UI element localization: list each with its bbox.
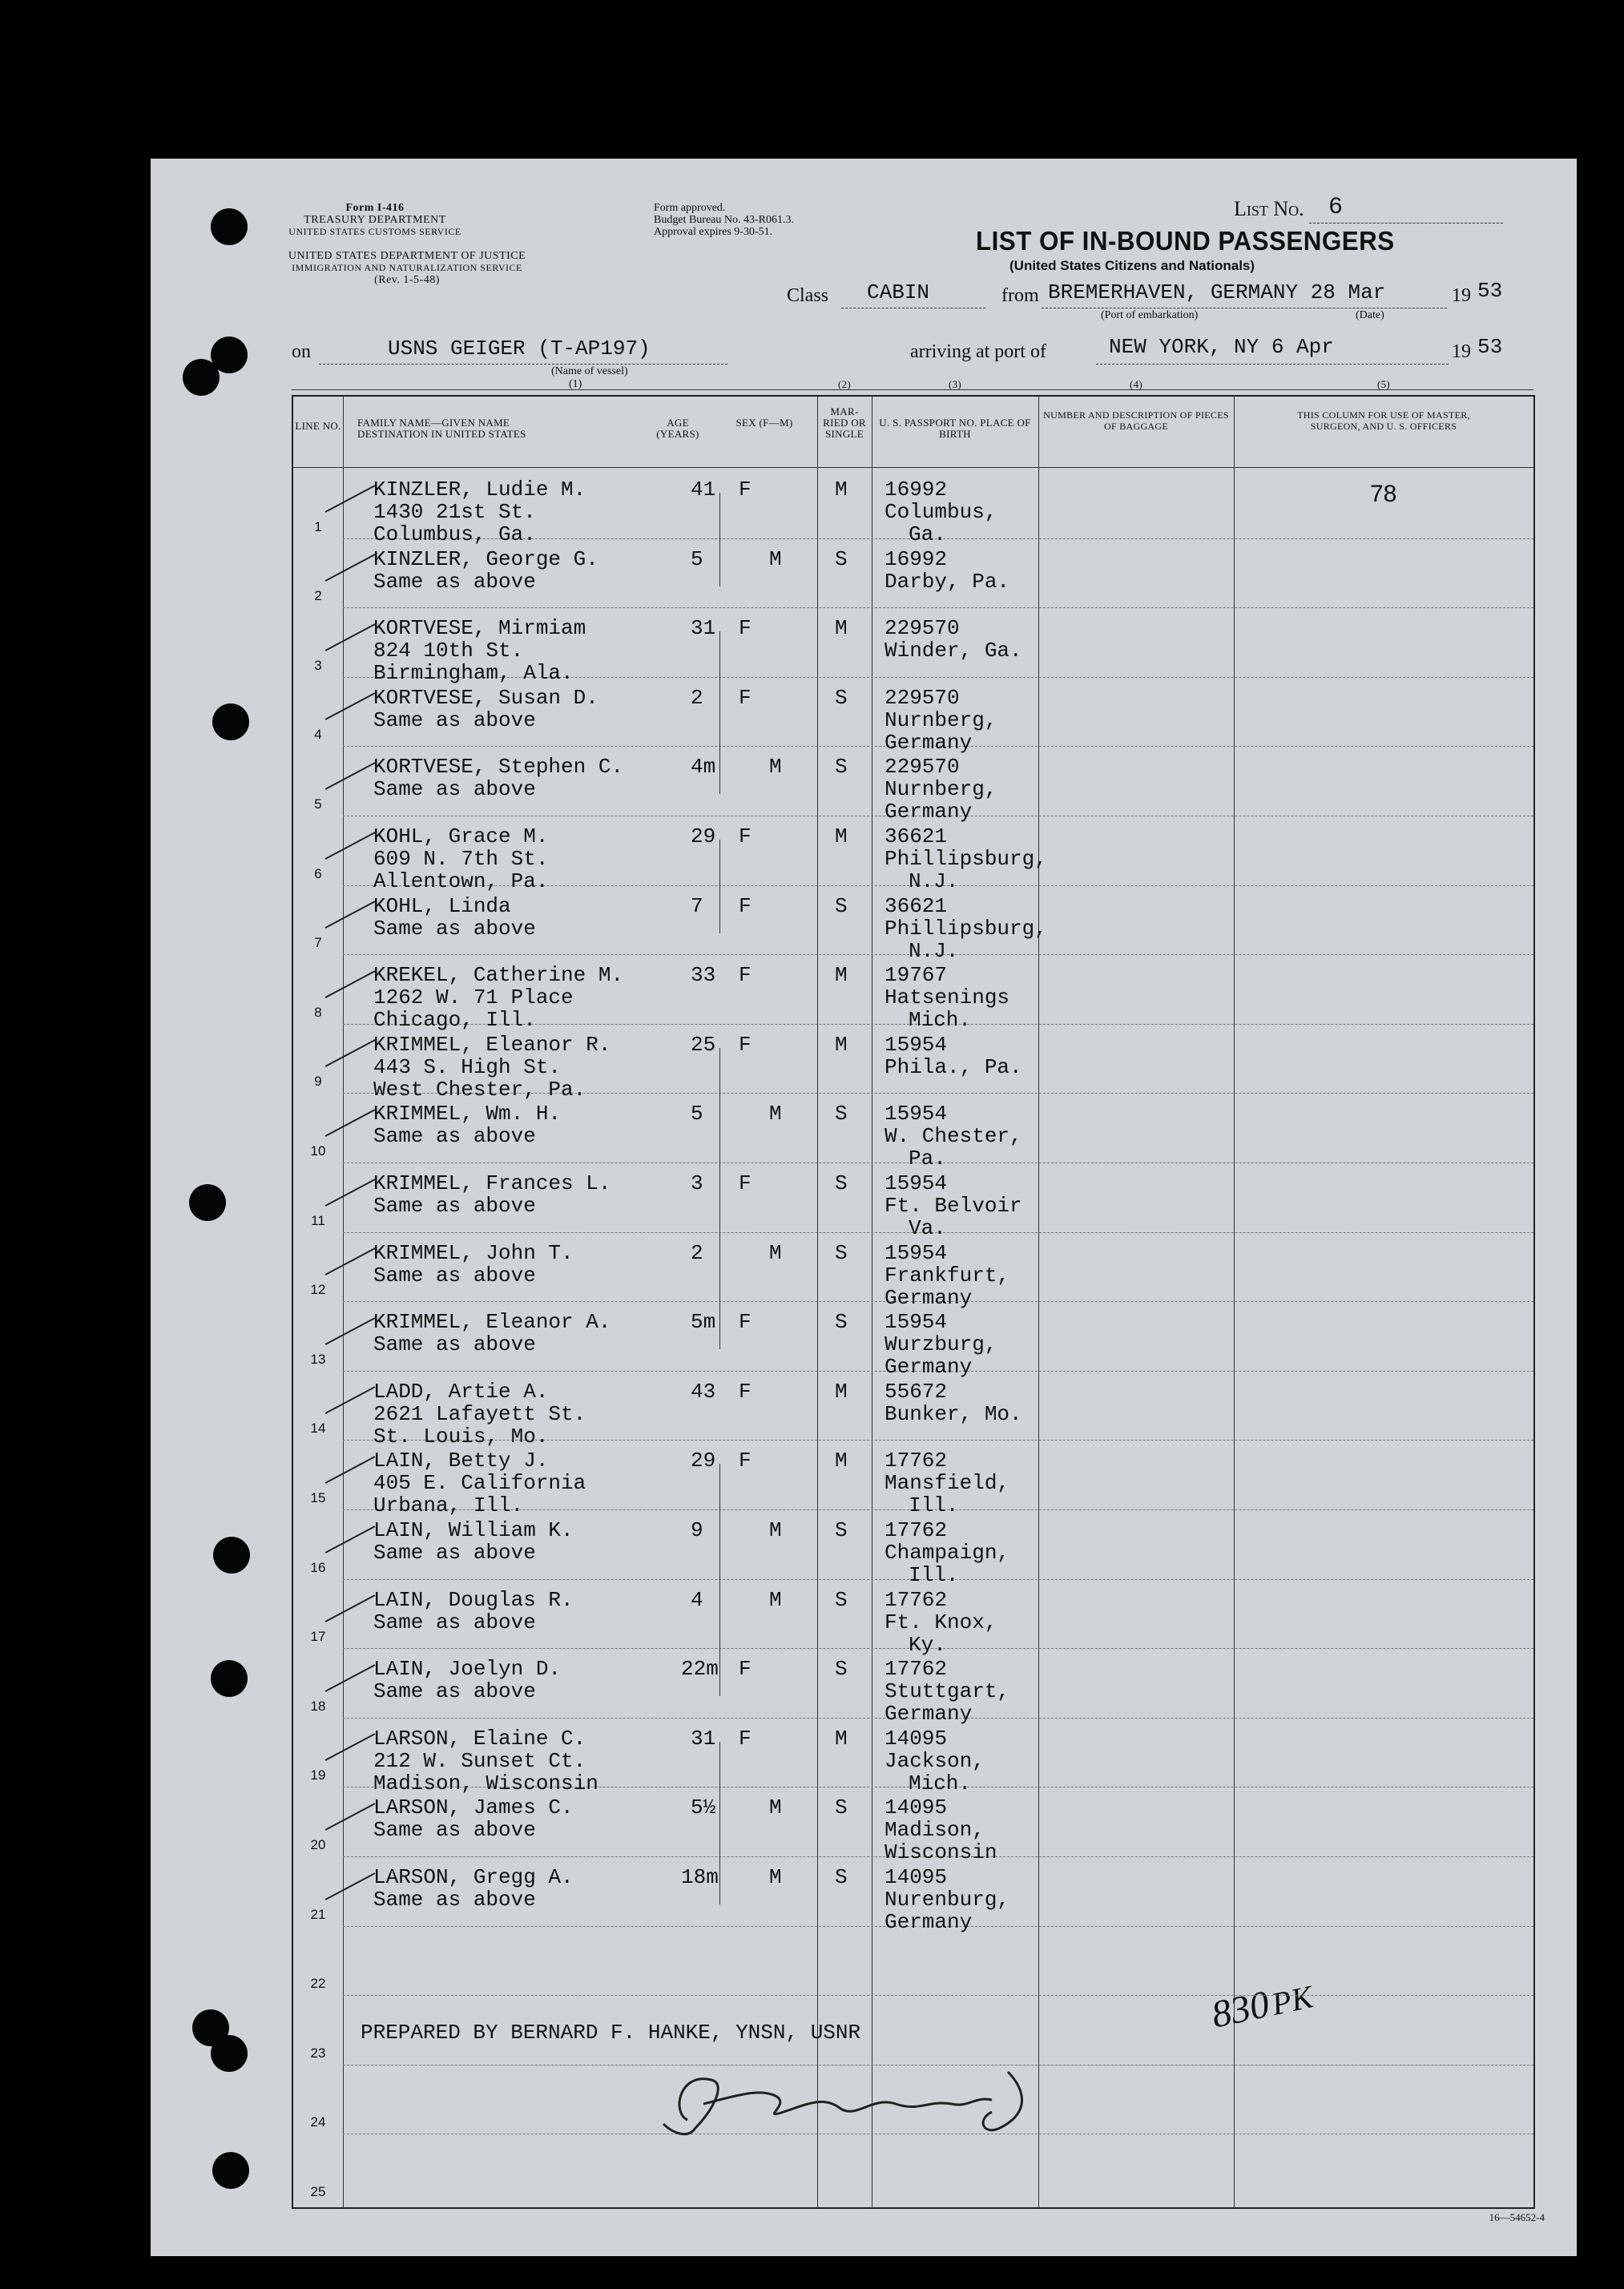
check-mark bbox=[325, 554, 376, 581]
destination: Same as above bbox=[373, 1679, 536, 1704]
birth-place: Champaign, bbox=[885, 1541, 1010, 1565]
punch-hole bbox=[211, 2035, 248, 2072]
line-number: 9 bbox=[314, 1074, 322, 1090]
birth-place: Madison, bbox=[885, 1818, 985, 1843]
row-rule bbox=[343, 1995, 1533, 1996]
passenger-name: KRIMMEL, Frances L. bbox=[373, 1171, 611, 1195]
sex-value: M bbox=[769, 1795, 782, 1820]
marital-status: S bbox=[835, 685, 848, 710]
form-number: Form I-416 bbox=[345, 202, 405, 214]
line-number: 18 bbox=[310, 1698, 326, 1714]
check-mark bbox=[325, 1317, 376, 1344]
passenger-name: LARSON, James C. bbox=[373, 1795, 574, 1820]
marital-status: M bbox=[835, 1032, 848, 1057]
col-baggage-num: (4) bbox=[1129, 378, 1143, 390]
check-mark bbox=[325, 901, 376, 928]
line-number: 21 bbox=[310, 1906, 326, 1922]
birth-place: Ft. Knox, bbox=[885, 1610, 997, 1634]
line-number: 15 bbox=[310, 1490, 326, 1505]
line-number: 3 bbox=[314, 657, 322, 673]
passenger-name: KRIMMEL, Eleanor A. bbox=[373, 1310, 611, 1335]
justice-info bbox=[287, 250, 527, 286]
col-baggage: NUMBER AND DESCRIPTION OF PIECES OF BAGGAGE bbox=[1043, 409, 1229, 432]
arriving-label: arriving at port of bbox=[910, 341, 1046, 362]
marital-status: M bbox=[835, 1379, 848, 1404]
family-bracket bbox=[719, 1048, 720, 1349]
family-bracket bbox=[719, 493, 720, 586]
destination: West Chester, Pa. bbox=[373, 1077, 586, 1102]
family-bracket bbox=[719, 1464, 720, 1696]
passport-number: 229570 bbox=[885, 616, 960, 641]
check-mark bbox=[325, 970, 376, 997]
page-title: LIST OF IN-BOUND PASSENGERS bbox=[976, 226, 1395, 256]
arrival-port: NEW YORK, NY 6 Apr bbox=[1109, 335, 1334, 359]
col-passport: U. S. PASSPORT NO. PLACE OF BIRTH bbox=[879, 417, 1031, 440]
destination: Urbana, Ill. bbox=[373, 1493, 524, 1518]
check-mark bbox=[325, 1456, 376, 1483]
line-number: 5 bbox=[314, 796, 322, 812]
approval-info bbox=[654, 202, 794, 238]
ins-service: IMMIGRATION AND NATURALIZATION SERVICE bbox=[292, 262, 522, 273]
time-text: 830 bbox=[1207, 1982, 1274, 2037]
line-number: 1 bbox=[314, 518, 322, 534]
col-passport-num: (3) bbox=[948, 378, 962, 390]
age-value: 18m bbox=[681, 1865, 719, 1889]
passport-number: 19767 bbox=[885, 963, 948, 988]
age-value: 29 bbox=[691, 1449, 716, 1473]
birth-place: Mich. bbox=[909, 1008, 972, 1033]
check-mark bbox=[325, 762, 376, 789]
list-value: 6 bbox=[1328, 194, 1344, 221]
age-value: 31 bbox=[691, 616, 716, 641]
marital-status: S bbox=[835, 1102, 848, 1126]
check-mark bbox=[325, 1734, 376, 1761]
line-number: 19 bbox=[310, 1767, 326, 1783]
passenger-table bbox=[292, 378, 1535, 2209]
line-number: 23 bbox=[310, 2045, 326, 2061]
customs-service: UNITED STATES CUSTOMS SERVICE bbox=[288, 226, 461, 237]
passenger-name: KRIMMEL, Wm. H. bbox=[373, 1102, 562, 1126]
sex-value: F bbox=[739, 616, 752, 641]
punch-hole bbox=[183, 359, 220, 396]
line-number: 4 bbox=[314, 727, 322, 743]
officer-note: 78 bbox=[1370, 481, 1397, 507]
passport-number: 229570 bbox=[885, 685, 960, 710]
passenger-name: LAIN, William K. bbox=[373, 1518, 574, 1542]
class-value: CABIN bbox=[867, 280, 930, 304]
birth-place: Germany bbox=[885, 1285, 973, 1310]
birth-place: Hatsenings bbox=[885, 985, 1010, 1010]
birth-place: Ill. bbox=[909, 1493, 959, 1518]
birth-place: Frankfurt, bbox=[885, 1263, 1010, 1288]
punch-hole bbox=[211, 208, 248, 245]
passport-number: 55672 bbox=[885, 1379, 948, 1404]
destination: 212 W. Sunset Ct. bbox=[373, 1748, 586, 1773]
line-number: 25 bbox=[310, 2184, 326, 2199]
birth-place: Phila., Pa. bbox=[885, 1054, 1022, 1079]
birth-place: Phillipsburg, bbox=[885, 847, 1047, 871]
destination: St. Louis, Mo. bbox=[373, 1424, 549, 1449]
marital-status: S bbox=[835, 1171, 848, 1195]
age-value: 5½ bbox=[691, 1795, 716, 1820]
passport-number: 15954 bbox=[885, 1032, 948, 1057]
port-caption: (Port of embarkation) bbox=[1101, 309, 1199, 321]
marital-status: S bbox=[835, 546, 848, 571]
sex-value: F bbox=[739, 478, 752, 502]
sex-value: F bbox=[739, 1449, 752, 1473]
line-number: 24 bbox=[310, 2114, 326, 2130]
destination: 1262 W. 71 Place bbox=[373, 985, 574, 1010]
check-mark bbox=[325, 623, 376, 651]
on-label: on bbox=[292, 341, 311, 362]
check-mark bbox=[325, 1387, 376, 1414]
form-info bbox=[279, 202, 471, 238]
passenger-name: LAIN, Joelyn D. bbox=[373, 1657, 562, 1682]
age-value: 31 bbox=[691, 1726, 716, 1751]
destination: Same as above bbox=[373, 1194, 536, 1218]
footer-code: 16—54652-4 bbox=[1489, 2211, 1545, 2223]
birth-place: Ga. bbox=[909, 522, 946, 546]
page-subtitle: (United States Citizens and Nationals) bbox=[1009, 258, 1255, 273]
col-name: FAMILY NAME—GIVEN NAME DESTINATION IN UNITED STATES bbox=[357, 417, 526, 440]
sex-value: F bbox=[739, 1032, 752, 1057]
col-married: MAR-RIED OR SINGLE bbox=[823, 405, 866, 440]
check-mark bbox=[325, 1664, 376, 1691]
marital-status: S bbox=[835, 893, 848, 918]
passport-number: 229570 bbox=[885, 755, 960, 780]
treasury-dept: TREASURY DEPARTMENT bbox=[304, 214, 446, 226]
birth-place: Nurnberg, bbox=[885, 777, 997, 802]
age-value: 2 bbox=[691, 1240, 703, 1265]
check-mark bbox=[325, 832, 376, 859]
justice-dept: UNITED STATES DEPARTMENT OF JUSTICE bbox=[288, 250, 526, 262]
line-number: 8 bbox=[314, 1004, 322, 1020]
line-number: 7 bbox=[314, 935, 322, 951]
col-line-no: LINE NO. bbox=[295, 420, 341, 432]
check-mark bbox=[325, 1109, 376, 1136]
from-label: from bbox=[1001, 285, 1039, 306]
check-mark bbox=[325, 1872, 376, 1900]
destination: 1430 21st St. bbox=[373, 500, 536, 524]
line-number: 20 bbox=[310, 1837, 326, 1852]
col-married-num: (2) bbox=[837, 378, 852, 390]
check-mark bbox=[325, 693, 376, 720]
line-number: 22 bbox=[310, 1976, 326, 1992]
age-value: 4m bbox=[691, 755, 716, 780]
birth-place: N.J. bbox=[909, 869, 959, 893]
age-value: 3 bbox=[691, 1171, 703, 1195]
passport-number: 14095 bbox=[885, 1795, 948, 1820]
vessel-underline bbox=[319, 364, 727, 365]
approval-line: Approval expires 9-30-51. bbox=[654, 226, 773, 238]
sex-value: F bbox=[739, 824, 752, 848]
passenger-name: KINZLER, George G. bbox=[373, 546, 598, 571]
passport-number: 15954 bbox=[885, 1310, 948, 1335]
marital-status: M bbox=[835, 1449, 848, 1473]
destination: Columbus, Ga. bbox=[373, 522, 536, 546]
birth-place: Germany bbox=[885, 800, 973, 824]
passenger-name: KORTVESE, Stephen C. bbox=[373, 755, 624, 780]
birth-place: Germany bbox=[885, 1702, 973, 1727]
destination: Birmingham, Ala. bbox=[373, 661, 574, 686]
destination: 609 N. 7th St. bbox=[373, 847, 549, 871]
date-caption: (Date) bbox=[1356, 309, 1384, 321]
line-number: 6 bbox=[314, 865, 322, 881]
list-label: List No. bbox=[1234, 197, 1304, 220]
arrival-underline bbox=[1096, 364, 1449, 365]
destination: 824 10th St. bbox=[373, 639, 524, 663]
destination: Same as above bbox=[373, 777, 536, 802]
passport-number: 16992 bbox=[885, 478, 948, 502]
check-mark bbox=[325, 1040, 376, 1067]
birth-place: Wurzburg, bbox=[885, 1332, 997, 1357]
passport-number: 17762 bbox=[885, 1587, 948, 1612]
year-value: 53 bbox=[1477, 279, 1503, 303]
birth-place: Winder, Ga. bbox=[885, 639, 1022, 663]
col-sex: SEX (F—M) bbox=[735, 417, 793, 429]
destination: Same as above bbox=[373, 916, 536, 941]
year-prefix: 19 bbox=[1452, 285, 1471, 306]
destination: Allentown, Pa. bbox=[373, 869, 549, 893]
year-value: 53 bbox=[1477, 335, 1503, 359]
destination: Same as above bbox=[373, 1124, 536, 1149]
birth-place: Nurenburg, bbox=[885, 1888, 1010, 1912]
sex-value: F bbox=[739, 1171, 752, 1195]
destination: Same as above bbox=[373, 569, 536, 594]
passenger-name: LARSON, Elaine C. bbox=[373, 1726, 586, 1751]
line-number: 14 bbox=[310, 1421, 326, 1437]
row-rule bbox=[343, 607, 1533, 608]
marital-status: M bbox=[835, 1726, 848, 1751]
birth-place: Ft. Belvoir bbox=[885, 1194, 1022, 1218]
line-number: 11 bbox=[311, 1212, 325, 1228]
passport-number: 17762 bbox=[885, 1518, 948, 1542]
passport-number: 36621 bbox=[885, 893, 948, 918]
age-value: 5m bbox=[691, 1310, 716, 1335]
punch-hole bbox=[211, 1660, 248, 1697]
passport-number: 14095 bbox=[885, 1865, 948, 1889]
passport-number: 16992 bbox=[885, 546, 948, 571]
passport-number: 15954 bbox=[885, 1171, 948, 1195]
age-value: 7 bbox=[691, 893, 703, 918]
destination: Same as above bbox=[373, 1541, 536, 1565]
age-value: 22m bbox=[681, 1657, 719, 1682]
revision: (Rev. 1-5-48) bbox=[374, 274, 440, 286]
punch-hole bbox=[213, 1537, 250, 1574]
birth-place: Bunker, Mo. bbox=[885, 1401, 1022, 1426]
birth-place: Ky. bbox=[909, 1632, 946, 1657]
sex-value: F bbox=[739, 1726, 752, 1751]
marital-status: S bbox=[835, 1587, 848, 1612]
passenger-name: KRIMMEL, Eleanor R. bbox=[373, 1032, 611, 1057]
family-bracket bbox=[719, 631, 720, 794]
punch-hole bbox=[212, 703, 249, 740]
line-number: 17 bbox=[310, 1629, 326, 1645]
class-label: Class bbox=[787, 285, 829, 306]
birth-place: Germany bbox=[885, 1355, 973, 1380]
vessel-num: (1) bbox=[569, 378, 582, 390]
destination: 443 S. High St. bbox=[373, 1054, 562, 1079]
passport-number: 15954 bbox=[885, 1102, 948, 1126]
prepared-by: PREPARED BY BERNARD F. HANKE, YNSN, USNR bbox=[361, 2021, 861, 2045]
sex-value: F bbox=[739, 963, 752, 988]
marital-status: S bbox=[835, 1518, 848, 1542]
sex-value: M bbox=[769, 1518, 782, 1542]
destination: 2621 Lafayett St. bbox=[373, 1401, 586, 1426]
birth-place: Jackson, bbox=[885, 1748, 985, 1773]
passport-number: 14095 bbox=[885, 1726, 948, 1751]
vessel-name: USNS GEIGER (T-AP197) bbox=[388, 336, 651, 361]
age-value: 2 bbox=[691, 685, 703, 710]
check-mark bbox=[325, 485, 376, 512]
birth-place: Va. bbox=[909, 1216, 946, 1240]
age-value: 33 bbox=[691, 963, 716, 988]
passenger-name: KINZLER, Ludie M. bbox=[373, 478, 586, 502]
destination: Same as above bbox=[373, 1888, 536, 1912]
destination: Same as above bbox=[373, 1610, 536, 1634]
sex-value: F bbox=[739, 893, 752, 918]
marital-status: M bbox=[835, 616, 848, 641]
list-number bbox=[1234, 194, 1344, 221]
list-underline bbox=[1309, 223, 1503, 224]
check-mark bbox=[325, 1525, 376, 1553]
marital-status: M bbox=[835, 824, 848, 848]
destination: Madison, Wisconsin bbox=[373, 1771, 598, 1795]
birth-place: Darby, Pa. bbox=[885, 569, 1010, 594]
sex-value: M bbox=[769, 755, 782, 780]
handwritten-time bbox=[1207, 1978, 1316, 2037]
passport-number: 15954 bbox=[885, 1240, 948, 1265]
sex-value: M bbox=[769, 546, 782, 571]
age-value: 29 bbox=[691, 824, 716, 848]
passenger-name: LAIN, Douglas R. bbox=[373, 1587, 574, 1612]
sex-value: F bbox=[739, 1379, 752, 1404]
passport-number: 36621 bbox=[885, 824, 948, 848]
birth-place: Mansfield, bbox=[885, 1471, 1010, 1496]
from-value: BREMERHAVEN, GERMANY 28 Mar bbox=[1048, 280, 1386, 304]
sex-value: M bbox=[769, 1240, 782, 1265]
birth-place: Nurnberg, bbox=[885, 707, 997, 732]
passenger-name: LARSON, Gregg A. bbox=[373, 1865, 574, 1889]
sex-value: M bbox=[769, 1865, 782, 1889]
marital-status: S bbox=[835, 1865, 848, 1889]
header-bottom bbox=[293, 467, 1533, 468]
line-number: 10 bbox=[310, 1143, 326, 1159]
punch-hole bbox=[212, 2152, 249, 2189]
passenger-name: KORTVESE, Susan D. bbox=[373, 685, 598, 710]
birth-place: Columbus, bbox=[885, 500, 997, 524]
age-value: 4 bbox=[691, 1587, 703, 1612]
sex-value: F bbox=[739, 1310, 752, 1335]
passenger-name: KOHL, Grace M. bbox=[373, 824, 549, 848]
marital-status: M bbox=[835, 478, 848, 502]
marital-status: M bbox=[835, 963, 848, 988]
passenger-name: LADD, Artie A. bbox=[373, 1379, 549, 1404]
check-mark bbox=[325, 1803, 376, 1830]
approval-line: Budget Bureau No. 43-R061.3. bbox=[654, 214, 794, 226]
birth-place: W. Chester, bbox=[885, 1124, 1022, 1149]
age-value: 5 bbox=[691, 1102, 703, 1126]
family-bracket bbox=[719, 840, 720, 933]
line-number: 12 bbox=[310, 1282, 326, 1298]
destination: Chicago, Ill. bbox=[373, 1008, 536, 1033]
passenger-name: KREKEL, Catherine M. bbox=[373, 963, 624, 988]
passenger-name: KRIMMEL, John T. bbox=[373, 1240, 574, 1265]
punch-hole bbox=[189, 1184, 226, 1221]
age-value: 25 bbox=[691, 1032, 716, 1057]
sex-value: M bbox=[769, 1102, 782, 1126]
destination: Same as above bbox=[373, 707, 536, 732]
birth-place: Mich. bbox=[909, 1771, 972, 1795]
destination: Same as above bbox=[373, 1332, 536, 1357]
marital-status: S bbox=[835, 1240, 848, 1265]
check-mark bbox=[325, 1594, 376, 1622]
signature-icon bbox=[655, 2064, 1072, 2152]
sex-value: F bbox=[739, 1657, 752, 1682]
birth-place: Germany bbox=[885, 1910, 973, 1934]
destination: Same as above bbox=[373, 1818, 536, 1843]
destination: 405 E. California bbox=[373, 1471, 586, 1496]
age-value: 5 bbox=[691, 546, 703, 571]
col-age: AGE (YEARS) bbox=[656, 417, 699, 440]
line-number: 16 bbox=[310, 1559, 326, 1575]
passport-number: 17762 bbox=[885, 1657, 948, 1682]
time-suffix: PK bbox=[1268, 1978, 1316, 2022]
marital-status: S bbox=[835, 755, 848, 780]
passenger-name: LAIN, Betty J. bbox=[373, 1449, 549, 1473]
vessel-caption: (Name of vessel) bbox=[551, 365, 628, 377]
check-mark bbox=[325, 1179, 376, 1206]
passenger-name: KORTVESE, Mirmiam bbox=[373, 616, 586, 641]
sex-value: M bbox=[769, 1587, 782, 1612]
birth-place: Stuttgart, bbox=[885, 1679, 1010, 1704]
marital-status: S bbox=[835, 1795, 848, 1820]
birth-place: Ill. bbox=[909, 1563, 959, 1587]
sex-value: F bbox=[739, 685, 752, 710]
line-number: 2 bbox=[314, 588, 322, 604]
year-prefix: 19 bbox=[1452, 341, 1471, 362]
age-value: 43 bbox=[691, 1379, 716, 1404]
line-number: 13 bbox=[310, 1351, 326, 1367]
destination: Same as above bbox=[373, 1263, 536, 1288]
marital-status: S bbox=[835, 1657, 848, 1682]
birth-place: Pa. bbox=[909, 1147, 946, 1171]
birth-place: Phillipsburg, bbox=[885, 916, 1047, 941]
passenger-name: KOHL, Linda bbox=[373, 893, 511, 918]
col-officers-num: (5) bbox=[1376, 378, 1391, 390]
check-mark bbox=[325, 1247, 376, 1275]
approval-line: Form approved. bbox=[654, 202, 726, 214]
passport-number: 17762 bbox=[885, 1449, 948, 1473]
col-officers: THIS COLUMN FOR USE OF MASTER, SURGEON, AND U. S. OFFICERS bbox=[1297, 409, 1470, 432]
family-bracket bbox=[719, 1742, 720, 1904]
birth-place: Wisconsin bbox=[885, 1840, 997, 1865]
age-value: 41 bbox=[691, 478, 716, 502]
manifest-page bbox=[151, 159, 1577, 2256]
birth-place: Germany bbox=[885, 730, 973, 755]
birth-place: N.J. bbox=[909, 938, 959, 963]
marital-status: S bbox=[835, 1310, 848, 1335]
age-value: 9 bbox=[691, 1518, 703, 1542]
